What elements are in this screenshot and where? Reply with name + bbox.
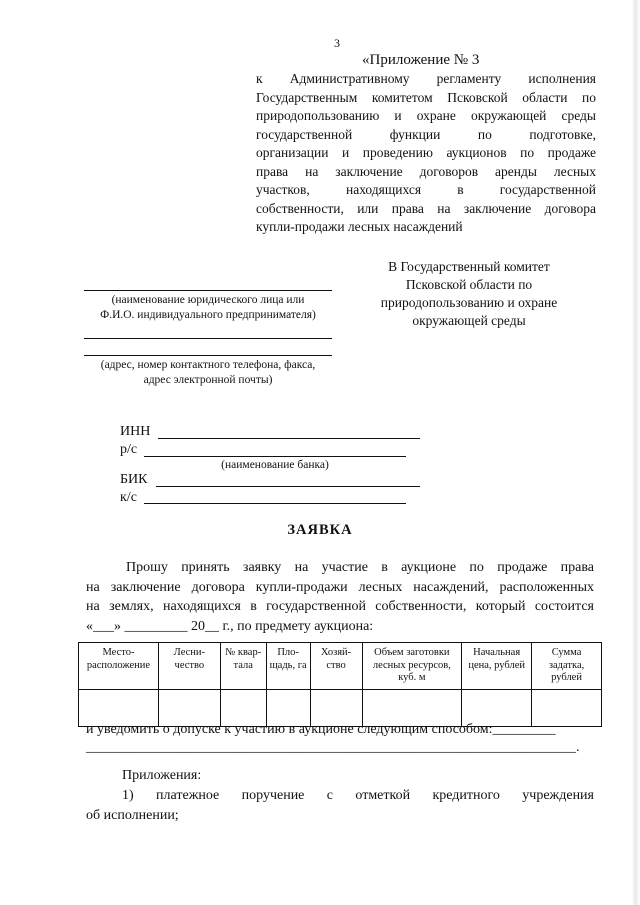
notify-line: ______________________________________________________________________. bbox=[86, 740, 580, 755]
paragraph-line: «___» _________ 20__ г., по предмету аукциона: bbox=[86, 618, 374, 634]
ks-label: к/с bbox=[120, 490, 137, 505]
appendix-line: к Административному регламенту исполнения bbox=[256, 71, 596, 86]
attachment-item bbox=[86, 786, 594, 826]
paragraph-line: Прошу принять заявку на участие в аукционе по продаже права bbox=[126, 560, 594, 575]
document-title: ЗАЯВКА bbox=[287, 522, 353, 538]
bik-field[interactable] bbox=[156, 486, 420, 487]
table-header-cell: Хозяй-ство bbox=[310, 643, 362, 690]
recipient-line: природопользованию и охране bbox=[380, 295, 558, 310]
table-header-row bbox=[79, 643, 602, 690]
attachment-line: 1) платежное поручение с отметкой кредитного учреждения bbox=[122, 788, 594, 803]
applicant-address-caption: (адрес, номер контактного телефона, факса, адрес электронной почты) bbox=[100, 359, 316, 386]
inn-field[interactable] bbox=[158, 438, 420, 439]
appendix-reference bbox=[256, 70, 596, 237]
appendix-line: государственной функции по подготовке, bbox=[256, 126, 596, 142]
applicant-name-caption: (наименование юридического лица или Ф.И.О. индивидуального предпринимателя) bbox=[100, 294, 316, 321]
appendix-line: природопользованию и охране окружающей среды bbox=[256, 108, 596, 123]
appendix-title: «Приложение № 3 bbox=[362, 52, 480, 68]
table-header-cell: Место-расположение bbox=[79, 643, 159, 690]
inn-label: ИНН bbox=[120, 424, 151, 439]
recipient-block bbox=[364, 258, 574, 330]
appendix-line: участков, находящихся в государственной bbox=[256, 182, 596, 197]
attachments-heading: Приложения: bbox=[122, 768, 202, 783]
bank-name-caption: (наименование банка) bbox=[221, 459, 329, 471]
appendix-line: организации и проведению аукционов по продаже bbox=[256, 145, 596, 160]
application-paragraph bbox=[86, 558, 594, 636]
table-header-cell: Пло-щадь, га bbox=[266, 643, 310, 690]
appendix-line: купли-продажи лесных насаждений bbox=[256, 219, 463, 234]
notify-line: и уведомить о допуске к участию в аукционе следующим способом:_________ bbox=[86, 722, 556, 737]
table-cell[interactable] bbox=[310, 689, 362, 726]
recipient-line: Псковской области по bbox=[405, 277, 533, 292]
table-row bbox=[79, 689, 602, 726]
table-cell[interactable] bbox=[462, 689, 532, 726]
appendix-line: Государственным комитетом Псковской области по bbox=[256, 89, 596, 105]
applicant-address-field-1[interactable] bbox=[84, 338, 332, 339]
paragraph-line: на землях, находящихся в государственной собственности, который состоится bbox=[86, 599, 594, 614]
applicant-name-field[interactable] bbox=[84, 290, 332, 291]
notification-method bbox=[86, 722, 594, 756]
paragraph-line: на заключение договора купли-продажи лесных насаждений, расположенных bbox=[86, 579, 594, 595]
page-number: 3 bbox=[334, 36, 340, 50]
applicant-address-field-2[interactable] bbox=[84, 355, 332, 356]
table-cell[interactable] bbox=[79, 689, 159, 726]
table-cell[interactable] bbox=[220, 689, 266, 726]
rs-field[interactable] bbox=[144, 456, 406, 457]
table-header-cell: Лесни-чество bbox=[158, 643, 220, 690]
table-cell[interactable] bbox=[158, 689, 220, 726]
table-cell[interactable] bbox=[266, 689, 310, 726]
recipient-line: В Государственный комитет bbox=[388, 259, 550, 274]
auction-table bbox=[78, 642, 602, 727]
table-header-cell: Сумма задатка, рублей bbox=[532, 643, 602, 690]
table-header-cell: Начальная цена, рублей bbox=[462, 643, 532, 690]
table-cell[interactable] bbox=[362, 689, 462, 726]
table-cell[interactable] bbox=[532, 689, 602, 726]
appendix-line: права на заключение договоров аренды лесных bbox=[256, 163, 596, 179]
recipient-line: окружающей среды bbox=[412, 313, 526, 328]
rs-label: р/с bbox=[120, 442, 138, 457]
attachment-line: об исполнении; bbox=[86, 808, 179, 823]
table-header-cell: № квар-тала bbox=[220, 643, 266, 690]
table-header-cell: Объем заготовки лесных ресурсов, куб. м bbox=[362, 643, 462, 690]
bik-label: БИК bbox=[120, 472, 148, 487]
appendix-line: собственности, или права на заключение договора bbox=[256, 200, 596, 216]
scan-edge bbox=[632, 0, 640, 905]
ks-field[interactable] bbox=[144, 503, 406, 504]
